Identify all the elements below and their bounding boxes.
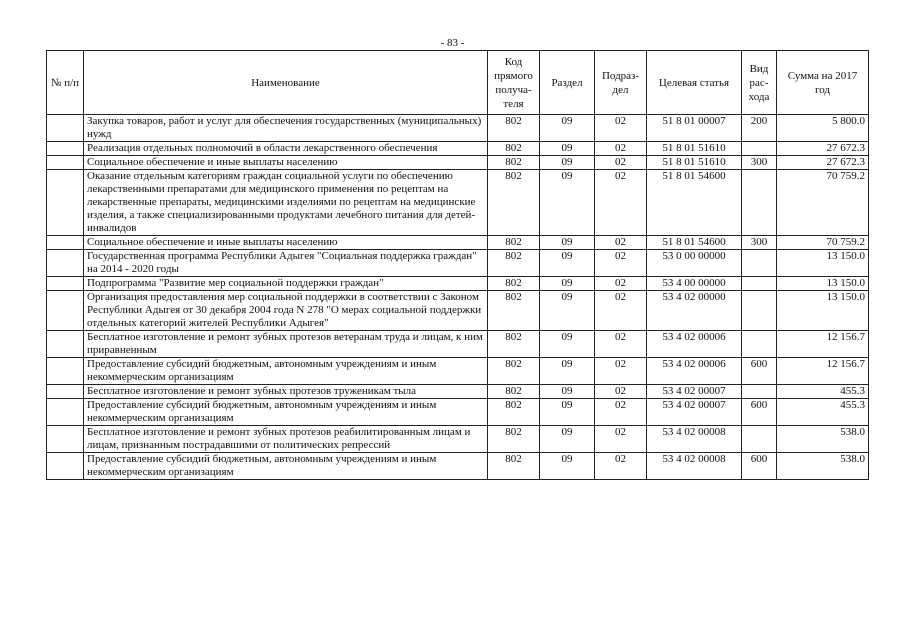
row-expense [742,426,777,453]
row-code: 802 [488,385,540,399]
row-num [47,156,84,170]
row-sum: 12 156.7 [777,358,869,385]
row-article: 53 4 02 00006 [647,358,742,385]
row-sum: 12 156.7 [777,331,869,358]
row-subsection: 02 [595,399,647,426]
row-subsection: 02 [595,453,647,480]
row-section: 09 [540,385,595,399]
row-sum: 70 759.2 [777,170,869,236]
row-article: 53 0 00 00000 [647,250,742,277]
row-code: 802 [488,156,540,170]
header-name: Наименование [84,51,488,115]
header-section: Раздел [540,51,595,115]
row-section: 09 [540,358,595,385]
row-section: 09 [540,291,595,331]
header-article: Целевая статья [647,51,742,115]
row-expense [742,142,777,156]
row-subsection: 02 [595,426,647,453]
budget-table [46,50,869,480]
row-expense [742,385,777,399]
row-expense [742,291,777,331]
row-name: Социальное обеспечение и иные выплаты населению [84,156,488,170]
row-expense: 600 [742,453,777,480]
table-header-row [47,51,869,115]
row-article: 53 4 02 00006 [647,331,742,358]
row-article: 51 8 01 51610 [647,142,742,156]
row-num [47,277,84,291]
row-article: 53 4 02 00008 [647,453,742,480]
row-article: 51 8 01 54600 [647,236,742,250]
table-row [47,156,869,170]
row-code: 802 [488,453,540,480]
header-num: № п/п [47,51,84,115]
row-subsection: 02 [595,236,647,250]
row-section: 09 [540,115,595,142]
row-expense: 600 [742,399,777,426]
row-subsection: 02 [595,156,647,170]
row-num [47,399,84,426]
row-code: 802 [488,331,540,358]
row-expense: 200 [742,115,777,142]
row-code: 802 [488,277,540,291]
row-code: 802 [488,142,540,156]
row-name: Бесплатное изготовление и ремонт зубных протезов ветеранам труда и лицам, к ним приравненным [84,331,488,358]
table-row [47,236,869,250]
row-sum: 70 759.2 [777,236,869,250]
row-name: Реализация отдельных полномочий в области лекарственного обеспечения [84,142,488,156]
row-sum: 13 150.0 [777,250,869,277]
row-num [47,170,84,236]
row-sum: 13 150.0 [777,291,869,331]
row-num [47,115,84,142]
row-subsection: 02 [595,115,647,142]
row-code: 802 [488,358,540,385]
row-num [47,291,84,331]
row-name: Предоставление субсидий бюджетным, автономным учреждениям и иным некоммерческим организациям [84,399,488,426]
row-section: 09 [540,170,595,236]
row-num [47,236,84,250]
table-row [47,331,869,358]
row-num [47,385,84,399]
row-subsection: 02 [595,385,647,399]
row-name: Предоставление субсидий бюджетным, автономным учреждениям и иным некоммерческим организациям [84,453,488,480]
row-code: 802 [488,115,540,142]
row-section: 09 [540,250,595,277]
header-subsection: Подраз-дел [595,51,647,115]
row-article: 51 8 01 54600 [647,170,742,236]
row-article: 53 4 02 00007 [647,399,742,426]
row-sum: 27 672.3 [777,156,869,170]
row-section: 09 [540,399,595,426]
row-sum: 455.3 [777,385,869,399]
row-sum: 538.0 [777,453,869,480]
row-name: Организация предоставления мер социальной поддержки в соответствии с Законом Республики Адыгея от 30 декабря 2004 года N 278 "О мерах социальной поддержки отдельных категорий жителей Республики Адыгея" [84,291,488,331]
row-article: 51 8 01 00007 [647,115,742,142]
row-section: 09 [540,453,595,480]
row-subsection: 02 [595,250,647,277]
row-sum: 27 672.3 [777,142,869,156]
table-row [47,385,869,399]
row-section: 09 [540,236,595,250]
row-article: 53 4 02 00000 [647,291,742,331]
row-code: 802 [488,236,540,250]
table-row [47,142,869,156]
row-name: Подпрограмма "Развитие мер социальной поддержки граждан" [84,277,488,291]
row-num [47,358,84,385]
row-subsection: 02 [595,291,647,331]
row-expense: 300 [742,236,777,250]
row-num [47,453,84,480]
row-code: 802 [488,170,540,236]
table-row [47,291,869,331]
row-name: Государственная программа Республики Адыгея "Социальная поддержка граждан" на 2014 - 2020 годы [84,250,488,277]
row-section: 09 [540,142,595,156]
table-row [47,358,869,385]
row-sum: 455.3 [777,399,869,426]
table-row [47,250,869,277]
row-num [47,331,84,358]
row-expense [742,170,777,236]
row-expense [742,331,777,358]
header-code: Код прямого получа-теля [488,51,540,115]
table-row [47,277,869,291]
row-sum: 538.0 [777,426,869,453]
row-num [47,426,84,453]
row-subsection: 02 [595,277,647,291]
table-row [47,399,869,426]
row-expense: 600 [742,358,777,385]
row-subsection: 02 [595,331,647,358]
row-section: 09 [540,331,595,358]
row-sum: 13 150.0 [777,277,869,291]
row-code: 802 [488,291,540,331]
row-article: 53 4 02 00007 [647,385,742,399]
row-code: 802 [488,399,540,426]
row-name: Предоставление субсидий бюджетным, автономным учреждениям и иным некоммерческим организациям [84,358,488,385]
row-name: Закупка товаров, работ и услуг для обеспечения государственных (муниципальных) нужд [84,115,488,142]
page-number: - 83 - [440,37,465,49]
row-name: Социальное обеспечение и иные выплаты населению [84,236,488,250]
table-row [47,426,869,453]
row-subsection: 02 [595,170,647,236]
table-row [47,115,869,142]
row-subsection: 02 [595,358,647,385]
row-name: Бесплатное изготовление и ремонт зубных протезов реабилитированным лицам и лицам, признанным пострадавшими от политических репрессий [84,426,488,453]
row-section: 09 [540,426,595,453]
row-article: 51 8 01 51610 [647,156,742,170]
header-sum: Сумма на 2017 год [777,51,869,115]
table-row [47,170,869,236]
header-expense: Вид рас-хода [742,51,777,115]
row-num [47,142,84,156]
row-name: Бесплатное изготовление и ремонт зубных протезов труженикам тыла [84,385,488,399]
row-name: Оказание отдельным категориям граждан социальной услуги по обеспечению лекарственными препаратами для медицинского применения по рецептам на лекарственные препараты, медицинскими изделиями по рецептам на медицинские изделия, а также специализированными продуктами лечебного питания для детей-инвалидов [84,170,488,236]
row-code: 802 [488,250,540,277]
row-subsection: 02 [595,142,647,156]
row-article: 53 4 00 00000 [647,277,742,291]
row-sum: 5 800.0 [777,115,869,142]
row-expense [742,250,777,277]
row-expense: 300 [742,156,777,170]
row-num [47,250,84,277]
row-code: 802 [488,426,540,453]
row-section: 09 [540,156,595,170]
table-row [47,453,869,480]
row-article: 53 4 02 00008 [647,426,742,453]
row-section: 09 [540,277,595,291]
row-expense [742,277,777,291]
